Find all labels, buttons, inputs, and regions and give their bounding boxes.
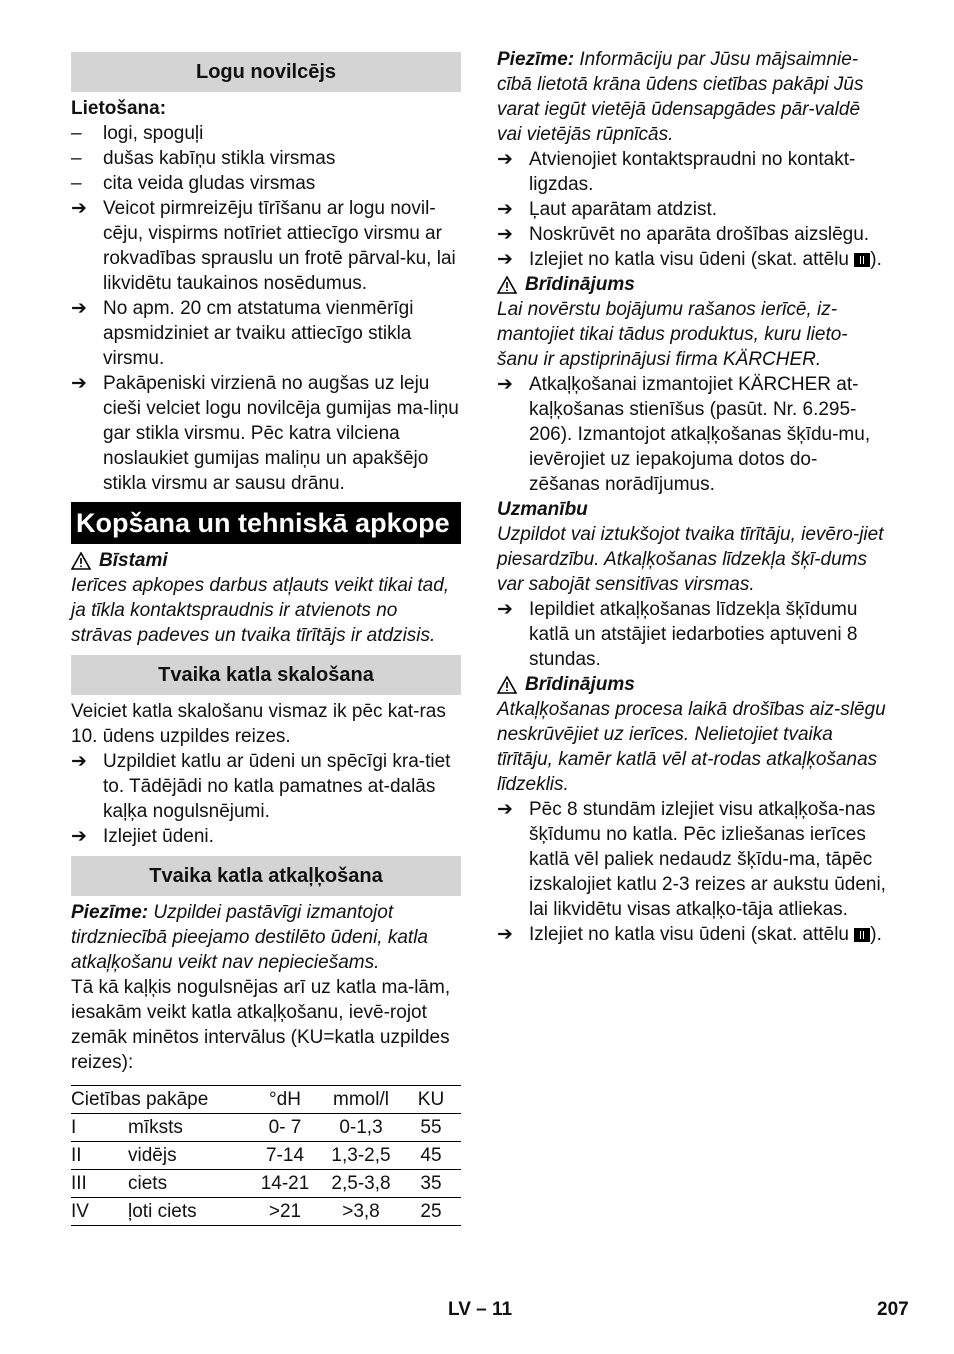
arrow-icon: ➔	[497, 199, 513, 220]
table-cell: ciets	[128, 1170, 249, 1198]
note-label: Piezīme:	[497, 49, 575, 70]
list-item-text: cita veida gludas virsmas	[103, 173, 316, 194]
list-item-text: Uzpildiet katlu ar ūdeni un spēcīgi kra-tiet to. Tādējādi no katla pamatnes at-dalās kaļķa nogulsnējumi.	[103, 751, 451, 822]
list-item	[71, 171, 461, 196]
arrow-icon: ➔	[71, 826, 87, 847]
figure-reference-icon	[854, 253, 870, 267]
arrow-icon: ➔	[497, 224, 513, 245]
usage-list	[71, 121, 461, 196]
list-item	[71, 121, 461, 146]
table-row	[71, 1142, 461, 1170]
table-row	[71, 1170, 461, 1198]
list-item-text: Izlejiet ūdeni.	[103, 826, 214, 847]
list-item	[497, 247, 887, 272]
step-text: Pēc 8 stundām izlejiet visu atkaļķoša-nas šķīdumu no katla. Pēc izliešanas ierīces katlā vēl paliek nedaudz šķīdu-ma, tāpēc izskalojiet katlu 2-3 reizes ar aukstu ūdeni, lai likvidētu visas atkaļķo-tāja atliekas.	[529, 799, 886, 920]
table-cell: 2,5-3,8	[321, 1170, 401, 1198]
arrow-icon: ➔	[71, 373, 87, 394]
hardness-table	[71, 1085, 461, 1226]
list-item-text: Ļaut aparātam atdzist.	[529, 199, 717, 220]
section-heading-rinse: Tvaika katla skalošana	[71, 655, 461, 695]
arrow-icon: ➔	[497, 799, 513, 820]
danger-notice	[71, 548, 461, 573]
list-item	[71, 824, 461, 849]
left-column	[71, 47, 461, 1226]
table-cell: >3,8	[321, 1198, 401, 1226]
warning-text-1: Lai novērstu bojājumu rašanos ierīcē, iz-mantojiet tikai tādus produktus, kuru lieto-šanu ir apstiprinājusi firma KÄRCHER.	[497, 299, 848, 370]
list-item	[71, 749, 461, 824]
table-header-row	[71, 1086, 461, 1114]
table-cell: 45	[401, 1142, 461, 1170]
list-item	[71, 196, 461, 296]
section-page-label: LV – 11	[448, 1299, 513, 1320]
list-item-text: Pakāpeniski virzienā no augšas uz leju cieši velciet logu novilcēja gumijas ma-liņu gar stikla virsmu. Pēc katra vilciena noslaukiet gumijas maliņu un apakšējo stikla virsmu ar sausu drānu.	[103, 373, 459, 494]
warning-triangle-icon	[71, 552, 91, 570]
arrow-icon: ➔	[497, 599, 513, 620]
arrow-icon: ➔	[71, 751, 87, 772]
warning-text-2: Atkaļķošanas procesa laikā drošības aiz-slēgu neskrūvējiet uz ierīces. Nelietojiet tvaika tīrītāju, kamēr katlā vēl at-rodas atkaļķošanas līdzeklis.	[497, 699, 886, 795]
descale-note	[71, 900, 461, 975]
caution-label: Uzmanību	[497, 499, 588, 520]
step-text-end: ).	[870, 924, 882, 945]
note-text: Informāciju par Jūsu mājsaimnie-cībā lietotā krāna ūdens cietības pakāpi Jūs varat iegūt vietējā ūdensapgādes pār-valdē vai vietējās rūpnīcās.	[497, 49, 864, 145]
table-header: Cietības pakāpe	[71, 1086, 249, 1114]
table-cell: IV	[71, 1198, 128, 1226]
list-item-text: dušas kabīņu stikla virsmas	[103, 148, 336, 169]
window-instructions	[71, 196, 461, 496]
table-header: °dH	[249, 1086, 321, 1114]
water-info-note	[497, 47, 887, 147]
table-cell: 25	[401, 1198, 461, 1226]
page-number: 207	[877, 1299, 909, 1320]
table-cell: 7-14	[249, 1142, 321, 1170]
table-cell: II	[71, 1142, 128, 1170]
dash-bullet-icon: –	[71, 173, 82, 194]
table-cell: 14-21	[249, 1170, 321, 1198]
main-heading: Kopšana un tehniskā apkope	[71, 502, 461, 544]
warning-notice-2	[497, 672, 887, 697]
list-item	[497, 147, 887, 197]
table-cell: vidējs	[128, 1142, 249, 1170]
step-text: Atkaļķošanai izmantojiet KÄRCHER at-kaļķošanas stienīšus (pasūt. Nr. 6.295-206). Izmantojot atkaļķošanas šķīdu-mu, ievērojiet uz iepakojuma dotos do-zēšanas norādījumus.	[529, 374, 871, 495]
right-column	[497, 47, 887, 947]
list-item	[71, 371, 461, 496]
caution-text: Uzpildot vai iztukšojot tvaika tīrītāju, ievēro-jiet piesardzību. Atkaļķošanas līdzekļa šķī-dums var sabojāt sensitīvas virsmas.	[497, 524, 884, 595]
table-cell: ļoti ciets	[128, 1198, 249, 1226]
table-cell: mīksts	[128, 1114, 249, 1142]
list-item-text: Veicot pirmreizēju tīrīšanu ar logu novil-cēju, vispirms notīriet attiecīgo virsmu ar rokvadības sprauslu un frotē pārval-ku, lai likvidētu taukainos nosēdumus.	[103, 198, 456, 294]
table-cell: 35	[401, 1170, 461, 1198]
dash-bullet-icon: –	[71, 148, 82, 169]
warning-label: Brīdinājums	[525, 674, 635, 695]
list-item	[497, 922, 887, 947]
list-item	[497, 222, 887, 247]
danger-text: Ierīces apkopes darbus atļauts veikt tikai tad, ja tīkla kontaktspraudnis ir atvienots no strāvas padeves un tvaika tīrītājs ir atdzisis.	[71, 575, 450, 646]
danger-label: Bīstami	[99, 550, 168, 571]
section-heading-logu: Logu novilcējs	[71, 52, 461, 92]
arrow-icon: ➔	[497, 249, 513, 270]
descale-text: Tā kā kaļķis nogulsnējas arī uz katla ma-lām, iesakām veikt katla atkaļķošanu, ievē-rojot zemāk minētos intervālus (KU=katla uzpildes reizes):	[71, 977, 451, 1073]
usage-label: Lietošana:	[71, 98, 167, 119]
list-item	[497, 797, 887, 922]
warning-triangle-icon	[497, 676, 517, 694]
table-row	[71, 1198, 461, 1226]
step-text: Izlejiet no katla visu ūdeni (skat. attēlu	[529, 924, 855, 945]
step-text: Izlejiet no katla visu ūdeni (skat. attēlu	[529, 249, 855, 270]
table-cell: 55	[401, 1114, 461, 1142]
arrow-icon: ➔	[497, 149, 513, 170]
list-item-text: Atvienojiet kontaktspraudni no kontakt-ligzdas.	[529, 149, 856, 195]
list-item-text: logi, spoguļi	[103, 123, 204, 144]
dash-bullet-icon: –	[71, 123, 82, 144]
step-text: Iepildiet atkaļķošanas līdzekļa šķīdumu katlā un atstājiet iedarboties aptuveni 8 stundas.	[529, 599, 858, 670]
list-item	[497, 372, 887, 497]
list-item	[497, 597, 887, 672]
table-cell: >21	[249, 1198, 321, 1226]
warning-label: Brīdinājums	[525, 274, 635, 295]
table-header: mmol/l	[321, 1086, 401, 1114]
preparation-steps	[497, 147, 887, 247]
rinse-text: Veiciet katla skalošanu vismaz ik pēc kat-ras 10. ūdens uzpildes reizes.	[71, 701, 446, 747]
rinse-instructions	[71, 749, 461, 849]
table-cell: 0- 7	[249, 1114, 321, 1142]
arrow-icon: ➔	[497, 924, 513, 945]
step-text-end: ).	[870, 249, 882, 270]
warning-triangle-icon	[497, 276, 517, 294]
figure-reference-icon	[854, 928, 870, 942]
note-text: Uzpildei pastāvīgi izmantojot tirdzniecībā pieejamo destilēto ūdeni, katla atkaļķošanu veikt nav nepieciešams.	[71, 902, 428, 973]
table-cell: 0-1,3	[321, 1114, 401, 1142]
list-item-text: Noskrūvēt no aparāta drošības aizslēgu.	[529, 224, 870, 245]
table-cell: III	[71, 1170, 128, 1198]
list-item	[497, 197, 887, 222]
warning-notice-1	[497, 272, 887, 297]
table-header: KU	[401, 1086, 461, 1114]
section-heading-descale: Tvaika katla atkaļķošana	[71, 856, 461, 896]
arrow-icon: ➔	[71, 298, 87, 319]
note-label: Piezīme:	[71, 902, 149, 923]
list-item-text: No apm. 20 cm atstatuma vienmērīgi apsmidziniet ar tvaiku attiecīgo stikla virsmu.	[103, 298, 414, 369]
arrow-icon: ➔	[71, 198, 87, 219]
table-cell: 1,3-2,5	[321, 1142, 401, 1170]
list-item	[71, 146, 461, 171]
list-item	[71, 296, 461, 371]
arrow-icon: ➔	[497, 374, 513, 395]
table-cell: I	[71, 1114, 128, 1142]
table-row	[71, 1114, 461, 1142]
